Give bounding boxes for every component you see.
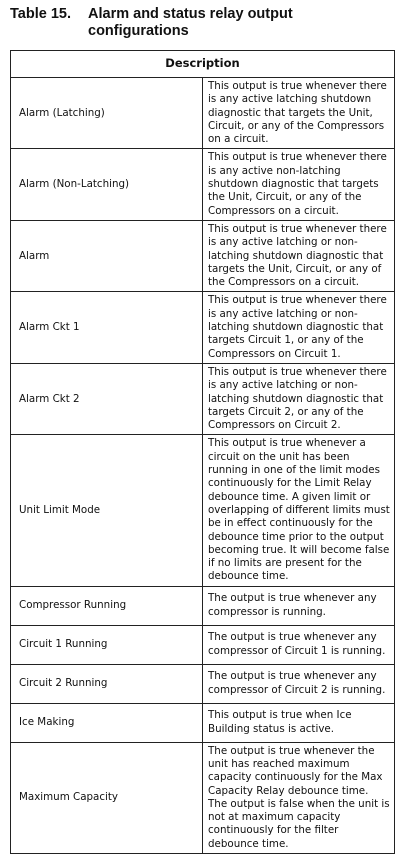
config-name: Alarm Ckt 1 <box>11 292 203 363</box>
table-row <box>11 292 395 363</box>
table-row <box>11 435 395 586</box>
config-name: Alarm <box>11 220 203 291</box>
config-name: Circuit 1 Running <box>11 625 203 664</box>
config-name: Ice Making <box>11 703 203 742</box>
table-row <box>11 220 395 291</box>
config-description: The output is true whenever any compressor is running. <box>203 586 395 625</box>
config-description: The output is true whenever the unit has reached maximum capacity continuously for the Max Capacity Relay debounce time. The output is false when the unit is not at maximum capacity continuously for the filter debounce time. <box>203 742 395 853</box>
config-description: This output is true when Ice Building status is active. <box>203 703 395 742</box>
table-title: Alarm and status relay output configurations <box>88 6 293 39</box>
table-row <box>11 742 395 853</box>
config-name: Maximum Capacity <box>11 742 203 853</box>
config-name: Alarm Ckt 2 <box>11 363 203 434</box>
config-description: This output is true whenever there is any active latching or non-latching shutdown diagnostic that targets Circuit 1, or any of the Compressors on Circuit 1. <box>203 292 395 363</box>
table-row <box>11 625 395 664</box>
table-row <box>11 363 395 434</box>
config-name: Alarm (Non-Latching) <box>11 149 203 220</box>
table-row <box>11 664 395 703</box>
table-row <box>11 78 395 149</box>
config-description: This output is true whenever there is any active latching shutdown diagnostic that targets the Unit, Circuit, or any of the Compressors on a circuit. <box>203 78 395 149</box>
config-description: This output is true whenever a circuit on the unit has been running in one of the limit modes continuously for the Limit Relay debounce time. A given limit or overlapping of different limits must be in effect continuously for the debounce time prior to the output becoming true. It will become false if no limits are present for the debounce time. <box>203 435 395 586</box>
description-header: Description <box>11 51 395 78</box>
config-description: This output is true whenever there is any active non-latching shutdown diagnostic that targets the Unit, Circuit, or any of the Compressors on a circuit. <box>203 149 395 220</box>
config-description: This output is true whenever there is any active latching or non-latching shutdown diagnostic that targets the Unit, Circuit, or any of the Compressors on a circuit. <box>203 220 395 291</box>
config-name: Compressor Running <box>11 586 203 625</box>
table-number: Table 15. <box>10 6 71 22</box>
config-description: This output is true whenever there is any active latching or non-latching shutdown diagnostic that targets Circuit 2, or any of the Compressors on Circuit 2. <box>203 363 395 434</box>
config-description: The output is true whenever any compressor of Circuit 2 is running. <box>203 664 395 703</box>
table-row <box>11 703 395 742</box>
table-row <box>11 149 395 220</box>
config-description: The output is true whenever any compressor of Circuit 1 is running. <box>203 625 395 664</box>
table-row <box>11 586 395 625</box>
config-name: Alarm (Latching) <box>11 78 203 149</box>
relay-configuration-table <box>10 50 395 854</box>
header-row <box>11 51 395 78</box>
config-name: Circuit 2 Running <box>11 664 203 703</box>
config-name: Unit Limit Mode <box>11 435 203 586</box>
